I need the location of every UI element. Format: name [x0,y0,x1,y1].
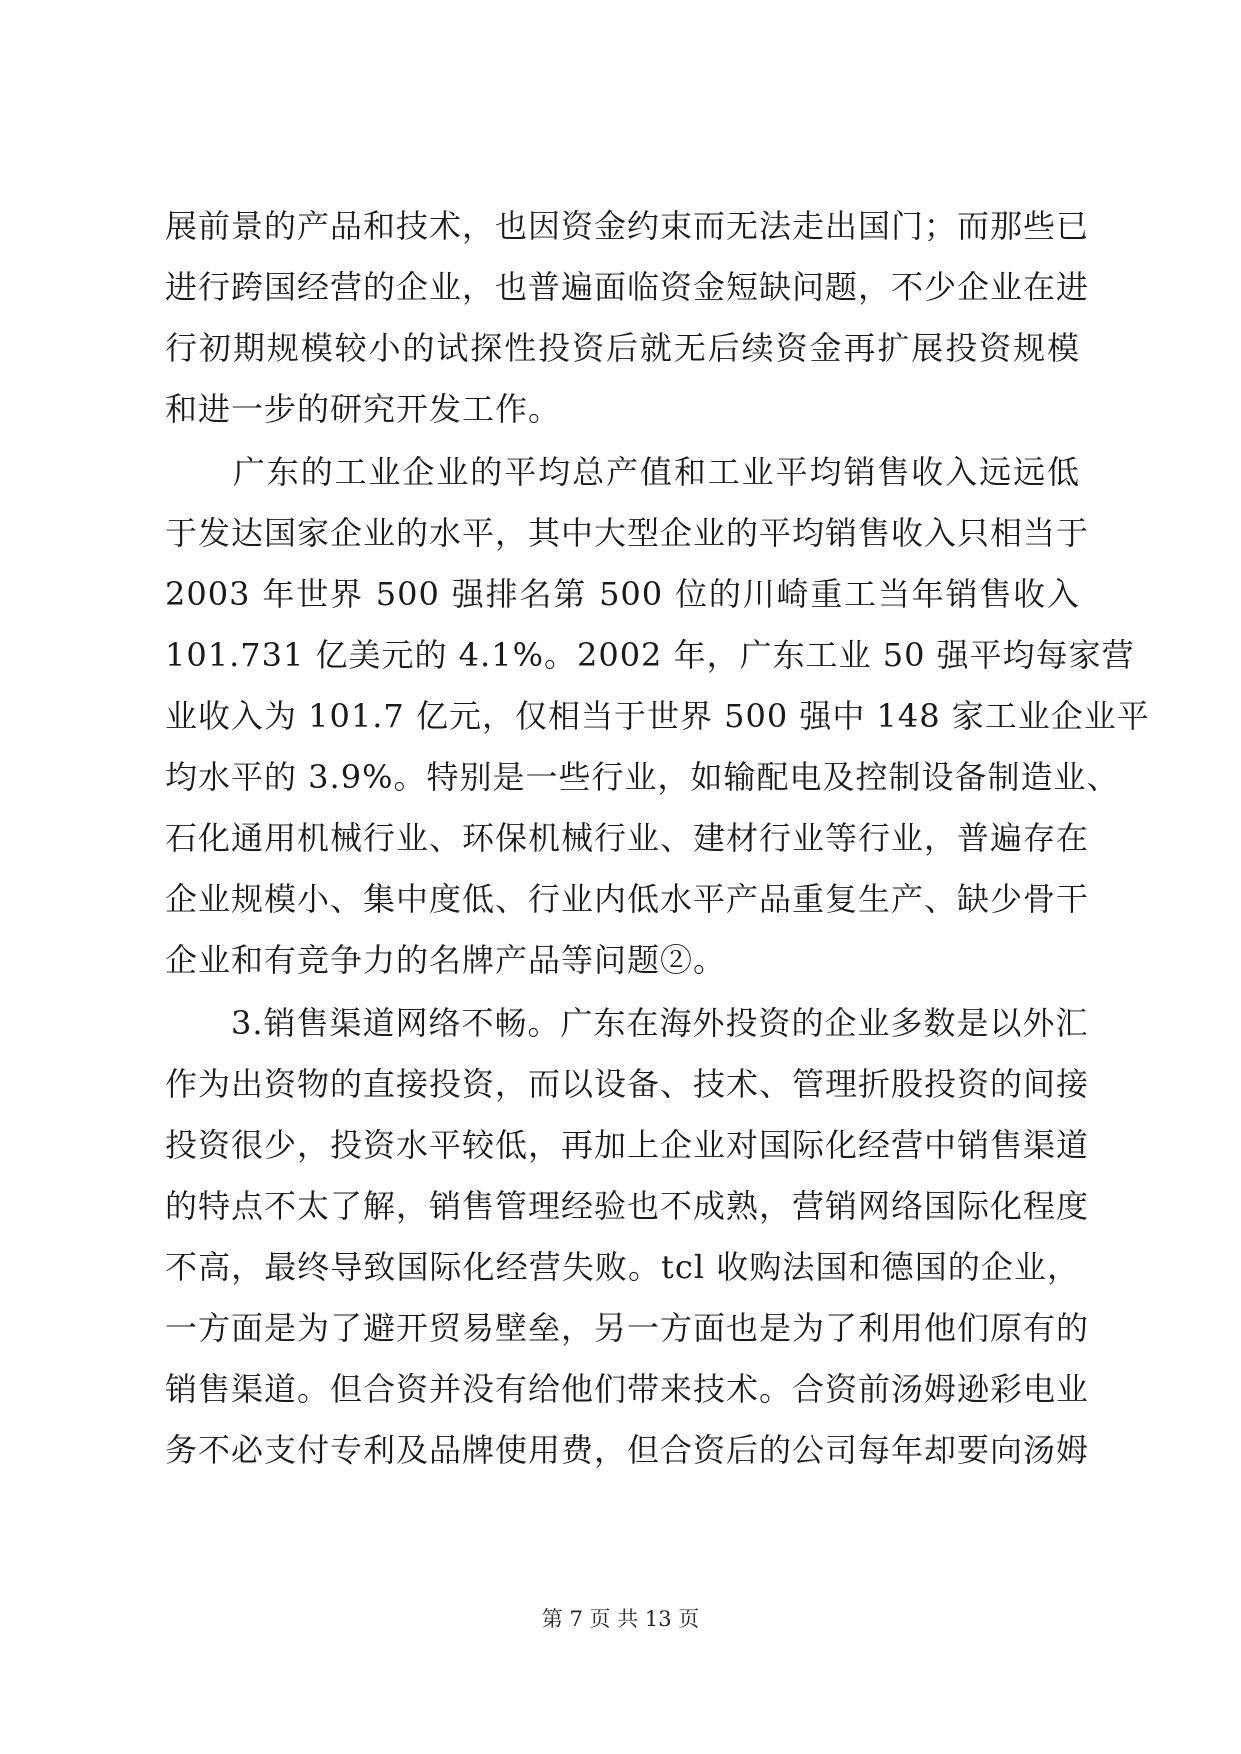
paragraph-2 [165,442,1150,991]
text-line: 3.销售渠道网络不畅。广东在海外投资的企业多数是以外汇 [165,1004,1089,1042]
text-line: 的特点不太了解，销售管理经验也不成熟，营销网络国际化程度 [165,1187,1090,1225]
text-line: 展前景的产品和技术，也因资金约束而无法走出国门；而那些已 [165,207,1090,245]
text-line: 作为出资物的直接投资，而以设备、技术、管理折股投资的间接 [165,1065,1090,1103]
text-line: 均水平的 3.9%。特别是一些行业，如输配电及控制设备制造业、 [165,758,1120,796]
text-line: 101.731 亿美元的 4.1%。2002 年，广东工业 50 强平均每家营 [165,636,1135,674]
paragraph-3 [165,993,1090,1481]
page-number-footer: 第 7 页 共 13 页 [541,1607,700,1631]
text-line: 和进一步的研究开发工作。 [165,390,562,428]
text-line: 行初期规模较小的试探性投资后就无后续资金再扩展投资规模 [165,329,1080,367]
text-line: 业收入为 101.7 亿元，仅相当于世界 500 强中 148 家工业企业平 [165,697,1150,735]
text-line: 投资很少，投资水平较低，再加上企业对国际化经营中销售渠道 [165,1126,1090,1164]
text-line: 进行跨国经营的企业，也普遍面临资金短缺问题，不少企业在进 [165,268,1090,306]
text-line: 于发达国家企业的水平，其中大型企业的平均销售收入只相当于 [165,514,1090,552]
text-line: 广东的工业企业的平均总产值和工业平均销售收入远远低 [165,453,1080,491]
body-text [165,196,1150,1481]
text-line: 企业和有竞争力的名牌产品等问题②。 [165,941,727,979]
text-line: 一方面是为了避开贸易壁垒，另一方面也是为了利用他们原有的 [165,1309,1090,1347]
text-line: 务不必支付专利及品牌使用费，但合资后的公司每年却要向汤姆 [165,1431,1090,1469]
text-line: 石化通用机械行业、环保机械行业、建材行业等行业，普遍存在 [165,819,1090,857]
text-line: 企业规模小、集中度低、行业内低水平产品重复生产、缺少骨干 [165,880,1090,918]
paragraph-1 [165,196,1090,440]
text-line: 不高，最终导致国际化经营失败。tcl 收购法国和德国的企业， [165,1248,1080,1286]
text-line: 2003 年世界 500 强排名第 500 位的川崎重工当年销售收入 [165,575,1080,613]
text-line: 销售渠道。但合资并没有给他们带来技术。合资前汤姆逊彩电业 [165,1370,1090,1408]
